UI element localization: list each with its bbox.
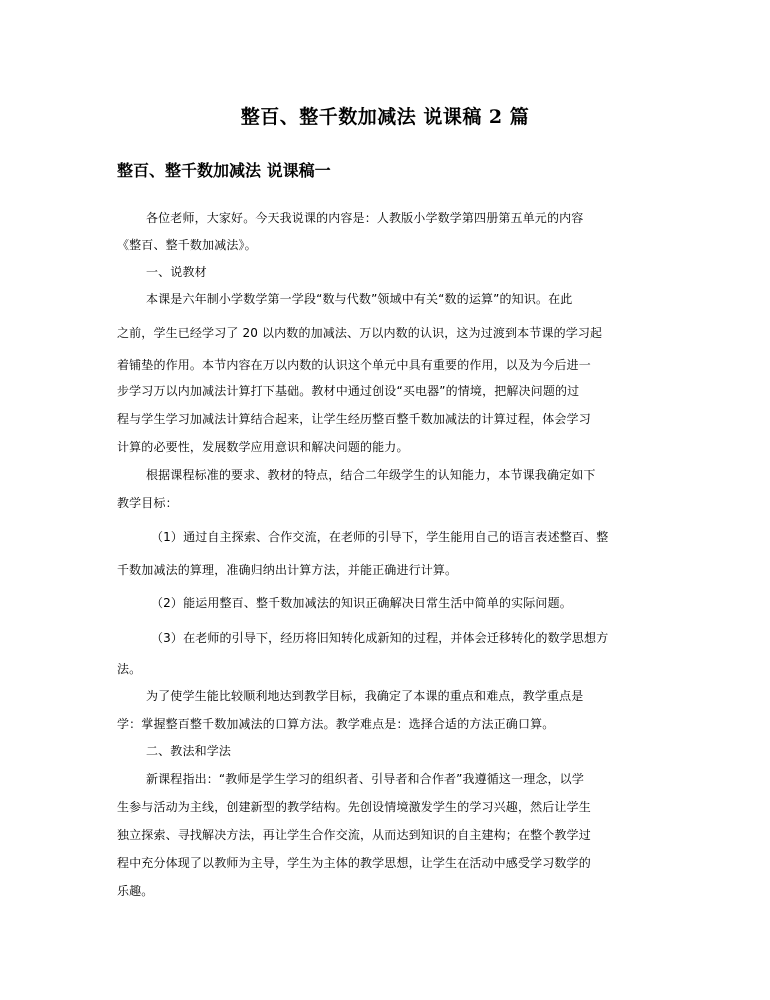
paragraph-line: 之前，学生已经学习了 20 以内数的加减法、万以内数的认识，这为过渡到本节课的学习起 <box>117 326 603 340</box>
objective-item: （1）通过自主探索、合作交流，在老师的引导下，学生能用自己的语言表述整百、整 <box>151 530 609 544</box>
paragraph-line: 《整百、整千数加减法》。 <box>117 238 257 252</box>
paragraph-line: 步学习万以内加减法计算打下基础。教材中通过创设“买电器”的情境，把解决问题的过 <box>117 384 580 398</box>
paragraph-line: 乐趣。 <box>117 884 154 898</box>
paragraph-line: 根据课程标准的要求、教材的特点，结合二年级学生的认知能力，本节课我确定如下 <box>146 468 596 482</box>
paragraph-line: 学：掌握整百整千数加减法的口算方法。教学难点是：选择合适的方法正确口算。 <box>117 717 555 731</box>
paragraph-line: 新课程指出：“教师是学生学习的组织者、引导者和合作者”我遵循这一理念，以学 <box>146 772 584 786</box>
paragraph-line: 教学目标： <box>117 496 178 510</box>
paragraph-line: 各位老师，大家好。今天我说课的内容是：人教版小学数学第四册第五单元的内容 <box>146 211 584 225</box>
paragraph-line: 程中充分体现了以教师为主导，学生为主体的教学思想，让学生在活动中感受学习数学的 <box>117 856 591 870</box>
paragraph-line: 生参与活动为主线，创建新型的教学结构。先创设情境激发学生的学习兴趣，然后让学生 <box>117 800 591 814</box>
objective-item: （3）在老师的引导下，经历将旧知转化成新知的过程，并体会迁移转化的数学思想方 <box>151 631 609 645</box>
paragraph-line: 程与学生学习加减法计算结合起来，让学生经历整百整千数加减法的计算过程，体会学习 <box>117 412 591 426</box>
paragraph-line: 千数加减法的算理，准确归纳出计算方法，并能正确进行计算。 <box>117 563 458 577</box>
paragraph-line: 法。 <box>117 662 142 676</box>
objective-item: （2）能运用整百、整千数加减法的知识正确解决日常生活中简单的实际问题。 <box>151 596 572 610</box>
paragraph-line: 着铺垫的作用。本节内容在万以内数的认识这个单元中具有重要的作用，以及为今后进一 <box>117 358 591 372</box>
paragraph-line: 为了使学生能比较顺利地达到教学目标，我确定了本课的重点和难点，教学重点是 <box>146 689 584 703</box>
document-title: 整百、整千数加减法 说课稿 2 篇 <box>240 106 530 128</box>
section-heading: 整百、整千数加减法 说课稿一 <box>117 161 331 180</box>
paragraph-line: 计算的必要性，发展数学应用意识和解决问题的能力。 <box>117 440 409 454</box>
paragraph-line: 本课是六年制小学数学第一学段“数与代数”领域中有关“数的运算”的知识。在此 <box>146 292 573 306</box>
section-label: 二、教法和学法 <box>146 744 232 758</box>
section-label: 一、说教材 <box>146 265 207 279</box>
paragraph-line: 独立探索、寻找解决方法，再让学生合作交流，从而达到知识的自主建构；在整个教学过 <box>117 828 591 842</box>
